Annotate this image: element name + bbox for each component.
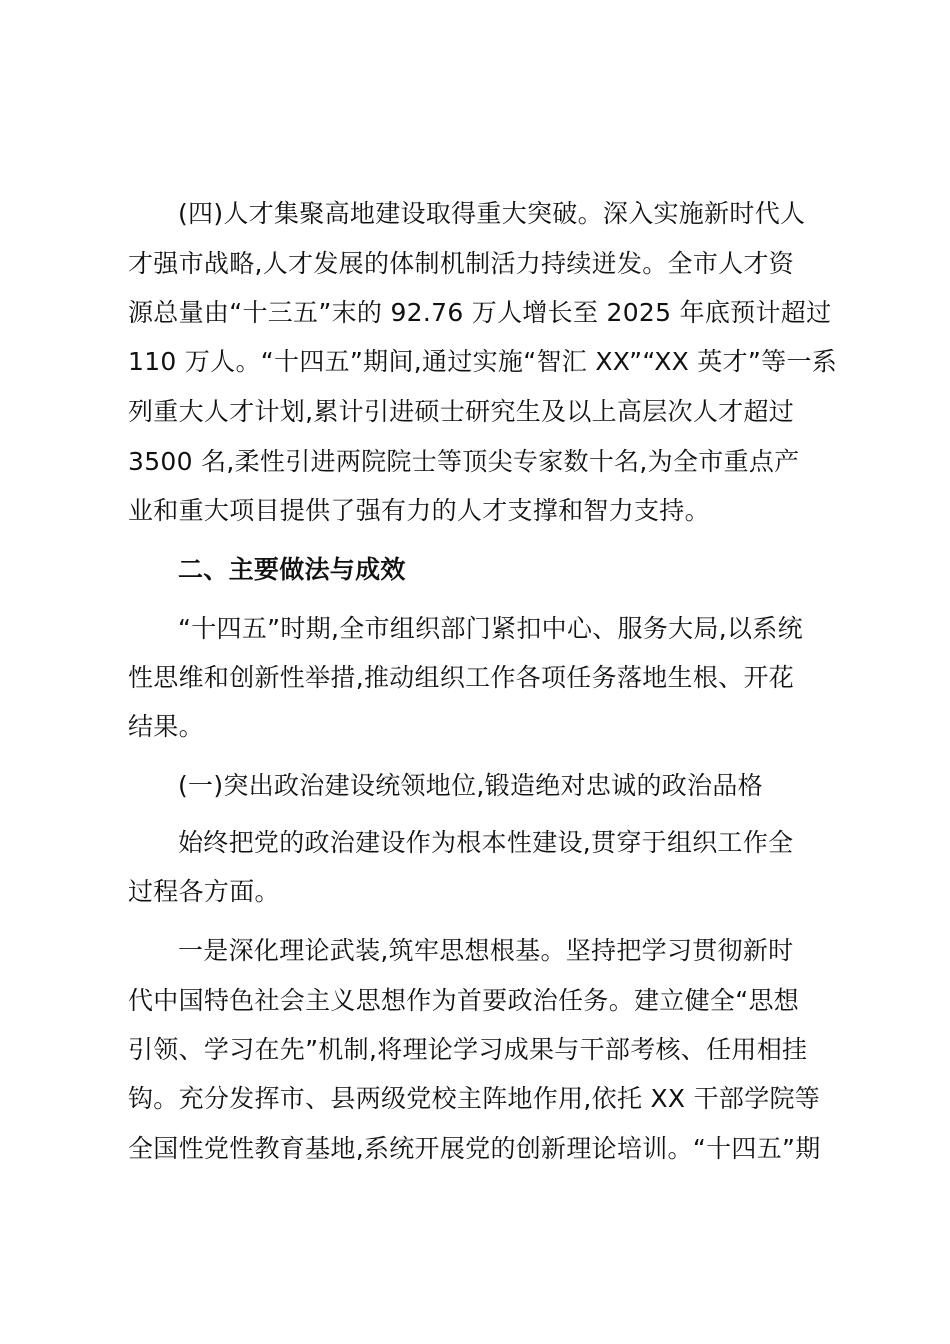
paragraph-theory-line-3: 引领、学习在先”机制,将理论学习成果与干部考核、任用相挂 bbox=[128, 1035, 808, 1064]
subheading-political: (一)突出政治建设统领地位,锻造绝对忠诚的政治品格 bbox=[178, 771, 763, 800]
paragraph-political-line-1: 始终把党的政治建设作为根本性建设,贯穿于组织工作全 bbox=[178, 828, 794, 857]
paragraph-talent-line-2: 才强市战略,人才发展的体制机制活力持续迸发。全市人才资 bbox=[128, 249, 795, 278]
paragraph-intro-line-3: 结果。 bbox=[128, 712, 204, 741]
paragraph-talent-line-5: 列重大人才计划,累计引进硕士研究生及以上高层次人才超过 bbox=[128, 397, 795, 426]
paragraph-theory-line-4: 钩。充分发挥市、县两级党校主阵地作用,依托 XX 干部学院等 bbox=[128, 1084, 821, 1113]
paragraph-political-line-2: 过程各方面。 bbox=[128, 877, 280, 906]
paragraph-theory-line-5: 全国性党性教育基地,系统开展党的创新理论培训。“十四五”期 bbox=[128, 1134, 821, 1163]
paragraph-talent-line-1: (四)人才集聚高地建设取得重大突破。深入实施新时代人 bbox=[178, 199, 806, 228]
paragraph-intro-line-2: 性思维和创新性举措,推动组织工作各项任务落地生根、开花 bbox=[128, 663, 795, 692]
paragraph-theory-line-2: 代中国特色社会主义思想作为首要政治任务。建立健全“思想 bbox=[128, 986, 800, 1015]
paragraph-theory-line-1: 一是深化理论武装,筑牢思想根基。坚持把学习贯彻新时 bbox=[178, 936, 794, 965]
paragraph-talent-line-7: 业和重大项目提供了强有力的人才支撑和智力支持。 bbox=[128, 496, 710, 525]
paragraph-talent-line-3: 源总量由“十三五”末的 92.76 万人增长至 2025 年底预计超过 bbox=[128, 298, 832, 327]
paragraph-talent-line-4: 110 万人。“十四五”期间,通过实施“智汇 XX”“XX 英才”等一系 bbox=[128, 347, 838, 376]
paragraph-talent-line-6: 3500 名,柔性引进两院院士等顶尖专家数十名,为全市重点产 bbox=[128, 447, 800, 476]
paragraph-intro-line-1: “十四五”时期,全市组织部门紧扣中心、服务大局,以系统 bbox=[178, 614, 803, 643]
section-heading: 二、主要做法与成效 bbox=[178, 555, 406, 584]
